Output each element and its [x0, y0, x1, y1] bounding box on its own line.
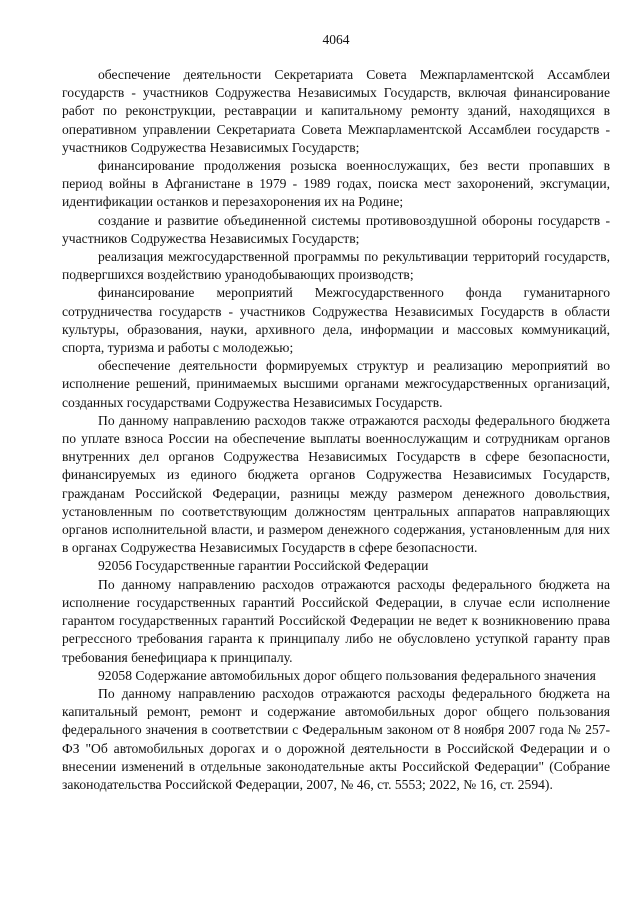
paragraph-guarantees: По данному направлению расходов отражаются расходы федерального бюджета на исполнение государственных гарантий Российской Федерации, в случае если исполнение гарантом государственных гарантий Российской Федерации не ведет к возникновению права регрессного требования гаранта к принципалу либо не обусловлено уступкой гаранту прав требования бенефициара к принципалу. [62, 576, 610, 665]
paragraph-afghanistan-search: финансирование продолжения розыска военнослужащих, без вести пропавших в период войны в Афганистане в 1979 - 1989 годах, поиска мест захоронений, эксгумации, идентификации останков и перезахоронения их на Родине; [62, 158, 610, 210]
paragraph-contribution: По данному направлению расходов также отражаются расходы федерального бюджета по уплате взноса России на обеспечение выплаты военнослужащим и сотрудникам органов внутренних дел органов Содружества Независимых Государств в сфере безопасности, финансируемых из единого бюджета органов Содружества Независимых Государств, гражданам Российской Федерации, разницы между размером денежного довольствия, установленным по соответствующим должностям центральных аппаратов направляющих органов исполнительной власти, и размером денежного содержания, установленным для них в органах Содружества Независимых Государств в сфере безопасности. [62, 412, 610, 556]
document-page [62, 0, 610, 905]
paragraph-roads: По данному направлению расходов отражаются расходы федерального бюджета на капитальный ремонт, ремонт и содержание автомобильных дорог общего пользования федерального значения в соответствии с Федеральным законом от 8 ноября 2007 года № 257-ФЗ "Об автомобильных дорогах и о дорожной деятельности в Российской Федерации и о внесении изменений в отдельные законодательные акты Российской Федерации" (Собрание законодательства Российской Федерации, 2007, № 46, ст. 5553; 2022, № 16, ст. 2594). [62, 685, 610, 792]
section-heading-92056: 92056 Государственные гарантии Российской Федерации [98, 558, 429, 574]
paragraph-air-defense: создание и развитие объединенной системы противовоздушной обороны государств - участников Содружества Независимых Государств; [62, 212, 610, 246]
paragraph-structures: обеспечение деятельности формируемых структур и реализацию мероприятий во исполнение решений, принимаемых высшими органами межгосударственных организаций, созданных государствами Содружества Независимых Государств. [62, 358, 610, 410]
paragraph-secretariat-funding: обеспечение деятельности Секретариата Совета Межпарламентской Ассамблеи государств - участников Содружества Независимых Государств, включая финансирование работ по реконструкции, реставрации и капитальному ремонту зданий, находящихся в оперативном управлении Секретариата Совета Межпарламентской Ассамблеи государств - участников Содружества Независимых Государств; [62, 67, 610, 155]
document-body [62, 66, 610, 794]
paragraph-humanitarian-fund: финансирование мероприятий Межгосударственного фонда гуманитарного сотрудничества государств - участников Содружества Независимых Государств в области культуры, образования, науки, архивного дела, информации и массовых коммуникаций, спорта, туризма и работы с молодежью; [62, 285, 610, 356]
paragraph-recultivation: реализация межгосударственной программы по рекультивации территорий государств, подвергшихся воздействию уранодобывающих производств; [62, 249, 610, 283]
page-number: 4064 [322, 32, 350, 47]
section-heading-92058: 92058 Содержание автомобильных дорог общего пользования федерального значения [98, 667, 596, 683]
